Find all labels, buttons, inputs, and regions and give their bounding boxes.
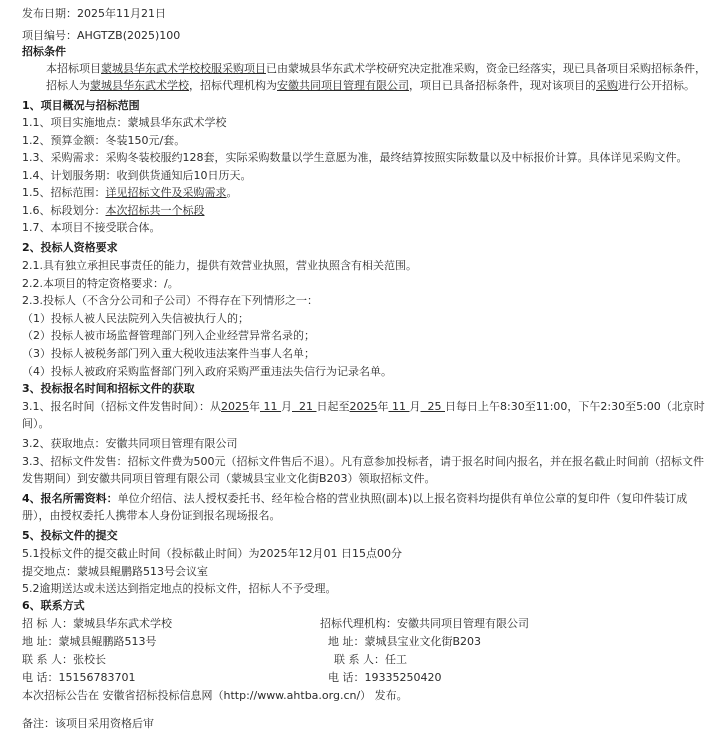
item-2-3-1: （1）投标人被人民法院列入失信被执行人的； [22, 312, 249, 325]
intro-paragraph: 本招标项目蒙城县华东武术学校校服采购项目已由蒙城县华东武术学校研究决定批准采购，资金已经落实，现已具备项目采购招标条件，招标人为蒙城县华东武术学校，招标代理机构为安徽共同项目管理有限公司，项目已具备招标条件，现对该项目的采购进行公开招标。 [46, 62, 706, 92]
section-3-title: 3、投标报名时间和招标文件的获取 [22, 382, 195, 395]
agency-link[interactable]: 安徽共同项目管理有限公司 [277, 78, 409, 92]
section-4 [22, 491, 713, 524]
item-1-6: 1.6、标段划分：本次招标共一个标段 [22, 204, 205, 217]
contact-left-address: 地 址：蒙城县鲲鹏路513号 [22, 635, 157, 648]
contact-right-address: 地 址：蒙城县宝业文化街B203 [328, 635, 482, 648]
item-2-2: 2.2.本项目的特定资格要求：/。 [22, 277, 179, 290]
scope-link[interactable]: 详见招标文件及采购需求 [105, 186, 227, 199]
item-1-3: 1.3、采购需求：采购冬装校服约128套，实际采购数量以学生意愿为准，最终结算按照实际数量以及中标报价计算。具体详见采购文件。 [22, 151, 688, 164]
publish-source: 本次招标公告在 安徽省招标投标信息网（http://www.ahtba.org.cn/） 发布。 [22, 689, 408, 702]
item-2-3-3: （3）投标人被税务部门列入重大税收违法案件当事人名单； [22, 347, 315, 360]
item-1-2: 1.2、预算金额：冬装150元/套。 [22, 134, 186, 147]
remark: 备注：该项目采用资格后审 [22, 717, 154, 730]
item-2-3-2: （2）投标人被市场监督管理部门列入企业经营异常名录的； [22, 329, 315, 342]
item-2-3-4: （4）投标人被政府采购监督部门列入政府采购严重违法失信行为记录名单。 [22, 365, 392, 378]
contact-right-agency: 招标代理机构：安徽共同项目管理有限公司 [320, 617, 529, 630]
item-1-1: 1.1、项目实施地点：蒙城县华东武术学校 [22, 116, 227, 129]
contact-right-person: 联 系 人：任工 [334, 653, 407, 666]
project-name-link[interactable]: 蒙城县华东武术学校校服采购项目 [101, 62, 266, 75]
item-1-7: 1.7、本项目不接受联合体。 [22, 221, 161, 234]
submission-place: 提交地点：蒙城县鲲鹏路513号会议室 [22, 565, 208, 578]
contact-left-person: 联 系 人：张校长 [22, 653, 106, 666]
item-2-1: 2.1.具有独立承担民事责任的能力，提供有效营业执照，营业执照含有相关范围。 [22, 259, 417, 272]
item-5-1: 5.1投标文件的提交截止时间（投标截止时间）为2025年12月01 日15点00分 [22, 547, 402, 560]
item-3-2: 3.2、获取地点：安徽共同项目管理有限公司 [22, 437, 238, 450]
section-4-title: 4、报名所需资料： [22, 492, 118, 505]
section-title-conditions: 招标条件 [22, 45, 66, 58]
item-1-5: 1.5、招标范围：详见招标文件及采购需求。 [22, 186, 238, 199]
contact-left-tenderer: 招 标 人：蒙城县华东武术学校 [22, 617, 172, 630]
tenderer-link[interactable]: 蒙城县华东武术学校 [90, 78, 189, 92]
item-5-2: 5.2逾期送达或未送达到指定地点的投标文件，招标人不予受理。 [22, 582, 337, 595]
contact-left-phone: 电 话：15156783701 [22, 671, 136, 684]
lot-link[interactable]: 本次招标共一个标段 [105, 204, 205, 217]
section-6-title: 6、联系方式 [22, 599, 85, 612]
procure-link[interactable]: 采购 [596, 78, 618, 92]
publish-date: 发布日期：2025年11月21日 [22, 7, 166, 20]
section-5-title: 5、投标文件的提交 [22, 529, 118, 542]
section-4-text: 单位介绍信、法人授权委托书、经年检合格的营业执照(副本)以上报名资料均提供有单位公章的复印件（复印件装订成册），由授权委托人携带本人身份证到报名现场报名。 [22, 492, 688, 522]
item-3-1: 3.1、报名时间（招标文件发售时间）：从2025年 11 月 21 日起至2025年 11 月 25 日每日上午8:30至11:00，下午2:30至5:00（北京时间）。 [22, 400, 705, 430]
item-2-3: 2.3.投标人（不含分公司和子公司）不得存在下列情形之一： [22, 294, 318, 307]
section-2-title: 2、投标人资格要求 [22, 241, 118, 254]
contact-right-phone: 电 话：19335250420 [328, 671, 442, 684]
section-1-title: 1、项目概况与招标范围 [22, 99, 140, 112]
project-number: 项目编号：AHGTZB(2025)100 [22, 29, 181, 42]
item-3-3: 3.3、招标文件发售：招标文件费为500元（招标文件售后不退）。凡有意参加投标者，请于报名时间内报名，并在报名截止时间前（招标文件发售期间）到安徽共同项目管理有限公司（蒙城县宝业文化街B203）领取招标文件。 [22, 455, 704, 485]
item-1-4: 1.4、计划服务期：收到供货通知后10日历天。 [22, 169, 252, 182]
